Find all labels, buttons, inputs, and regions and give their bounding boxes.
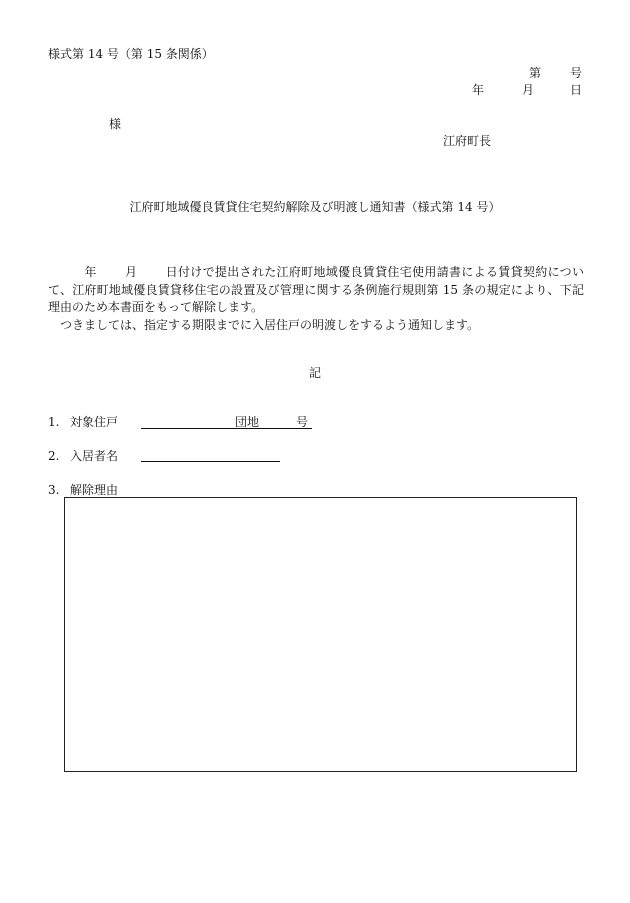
ki-heading: 記	[308, 366, 321, 380]
reason-box	[64, 497, 577, 772]
item-3-label: 解除理由	[70, 483, 119, 497]
item-1-number: 1.	[48, 415, 60, 429]
recipient-suffix: 様	[109, 117, 122, 131]
item-2-underline	[141, 461, 280, 462]
date-day: 日	[570, 83, 583, 97]
body-paragraph-2	[48, 317, 584, 335]
date-year: 年	[472, 83, 485, 97]
sender-name: 江府町長	[443, 134, 492, 148]
item-2-label: 入居者名	[70, 449, 119, 463]
document-title: 江府町地域優良賃貸住宅契約解除及び明渡し通知書（様式第 14 号）	[129, 200, 501, 214]
body-month: 月	[124, 265, 138, 279]
body-year: 年	[84, 265, 97, 279]
body-paragraph-1	[48, 264, 584, 317]
document-number-suffix: 号	[570, 66, 583, 80]
item-1-underline	[141, 428, 312, 429]
item-1-danchi: 団地	[235, 415, 260, 429]
body-text	[48, 264, 584, 334]
form-number: 様式第 14 号（第 15 条関係）	[48, 47, 214, 61]
item-2-number: 2.	[48, 449, 60, 463]
item-1-label: 対象住戸	[70, 415, 119, 429]
item-1-go: 号	[296, 415, 309, 429]
body-paragraph-2-text: つきましては、指定する期限までに入居住戸の明渡しをするよう通知します。	[60, 317, 480, 332]
document-number-prefix: 第	[529, 66, 542, 80]
item-3-number: 3.	[48, 483, 60, 497]
date-month: 月	[522, 83, 535, 97]
body-line1-rest: 日付けで提出された江府町地域優良賃貸住宅使用請書による賃貸契約について、江府町地域優良賃貸移住宅の設置及び管理に関する条例施行規則第 15 条の規定により、下記理由のため本書面をもって解除します。	[48, 265, 584, 314]
